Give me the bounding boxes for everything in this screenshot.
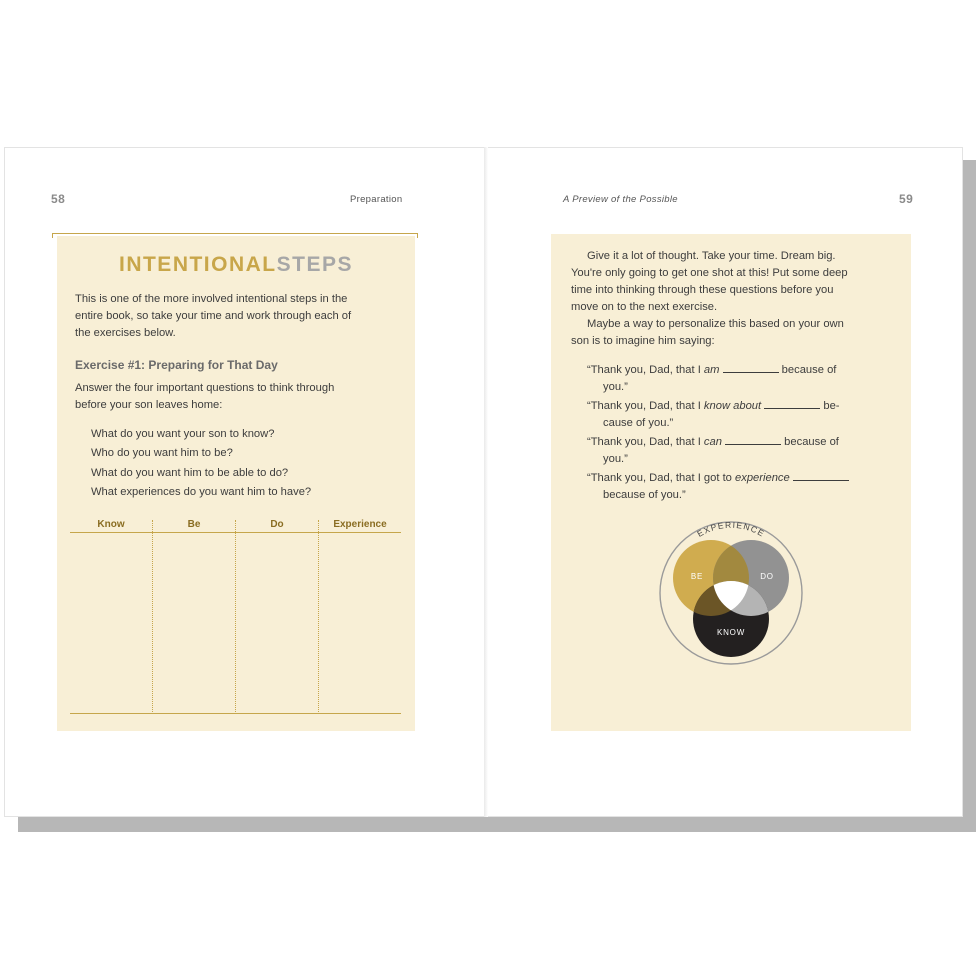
- quote-line: [587, 362, 836, 379]
- column-header-be: Be: [187, 519, 201, 530]
- column-header-do: Do: [270, 519, 284, 530]
- paragraph-dream-big: [571, 248, 848, 350]
- left-running-head: Preparation: [350, 194, 403, 205]
- venn-diagram: [655, 520, 807, 668]
- section-heading: [57, 253, 415, 277]
- quote-continuation: you.”: [603, 453, 628, 465]
- intro-line: This is one of the more involved intentional steps in the: [75, 293, 348, 305]
- right-page-number: 59: [899, 192, 914, 206]
- quote-continuation: you.”: [603, 381, 628, 393]
- paragraph-line: move on to the next exercise.: [571, 301, 718, 313]
- quote-continuation: because of you.”: [603, 489, 686, 501]
- right-running-head: A Preview of the Possible: [563, 194, 678, 205]
- intro-line: the exercises below.: [75, 327, 176, 339]
- quote-line: [587, 434, 839, 451]
- quote-text: be-: [820, 400, 840, 412]
- quote-can: [587, 434, 839, 468]
- know-label: KNOW: [716, 628, 746, 637]
- question-be: Who do you want him to be?: [91, 447, 233, 459]
- heading-steps: STEPS: [276, 253, 353, 276]
- do-label: DO: [760, 572, 774, 581]
- exercise-title: Exercise #1: Preparing for That Day: [75, 358, 278, 372]
- column-header-know: Know: [97, 519, 125, 530]
- fill-blank: [793, 470, 849, 481]
- quote-emphasis: know about: [703, 400, 762, 412]
- table-column-divider: [235, 520, 236, 714]
- heading-intentional: INTENTIONAL: [118, 253, 277, 276]
- quote-emphasis: am: [703, 364, 720, 376]
- fill-blank: [723, 362, 779, 373]
- fill-blank: [764, 398, 820, 409]
- quote-text: because of: [781, 436, 839, 448]
- quote-text: “Thank you, Dad, that I: [587, 400, 704, 412]
- quote-emphasis: experience: [735, 472, 790, 484]
- paragraph-line: time into thinking through these questions before you: [571, 284, 834, 296]
- quote-experience: [587, 470, 849, 504]
- paragraph-line: Give it a lot of thought. Take your time. Dream big.: [587, 250, 836, 262]
- left-page-number: 58: [51, 192, 66, 206]
- question-know: What do you want your son to know?: [91, 428, 275, 440]
- quote-text: “Thank you, Dad, that I: [587, 364, 704, 376]
- book-gutter: [484, 147, 488, 817]
- quote-text: “Thank you, Dad, that I: [587, 436, 704, 448]
- exercise-intro-line: before your son leaves home:: [75, 399, 223, 411]
- quote-text: because of: [778, 364, 837, 376]
- quote-continuation: cause of you.”: [603, 417, 674, 429]
- fill-blank: [725, 434, 781, 445]
- quote-text: “Thank you, Dad, that I got to: [587, 472, 736, 484]
- column-header-experience: Experience: [333, 519, 387, 530]
- table-column-divider: [152, 520, 153, 714]
- quote-line: [587, 470, 849, 487]
- experience-label: EXPERIENCE: [695, 520, 767, 539]
- be-label: BE: [690, 572, 704, 581]
- quote-am: [587, 362, 836, 396]
- question-do: What do you want him to be able to do?: [91, 467, 289, 479]
- paragraph-line: son is to imagine him saying:: [571, 335, 715, 347]
- exercise-intro: [75, 380, 334, 414]
- quote-line: [587, 398, 840, 415]
- exercise-intro-line: Answer the four important questions to think through: [75, 382, 335, 394]
- quote-know-about: [587, 398, 840, 432]
- panel-top-rule: [52, 233, 418, 234]
- paragraph-line: You're only going to get one shot at this! Put some deep: [571, 267, 848, 279]
- intro-paragraph: [75, 291, 351, 342]
- quote-emphasis: can: [703, 436, 722, 448]
- paragraph-line: Maybe a way to personalize this based on your own: [587, 318, 844, 330]
- intro-line: entire book, so take your time and work through each of: [75, 310, 352, 322]
- table-column-divider: [318, 520, 319, 714]
- question-experience: What experiences do you want him to have?: [91, 486, 312, 498]
